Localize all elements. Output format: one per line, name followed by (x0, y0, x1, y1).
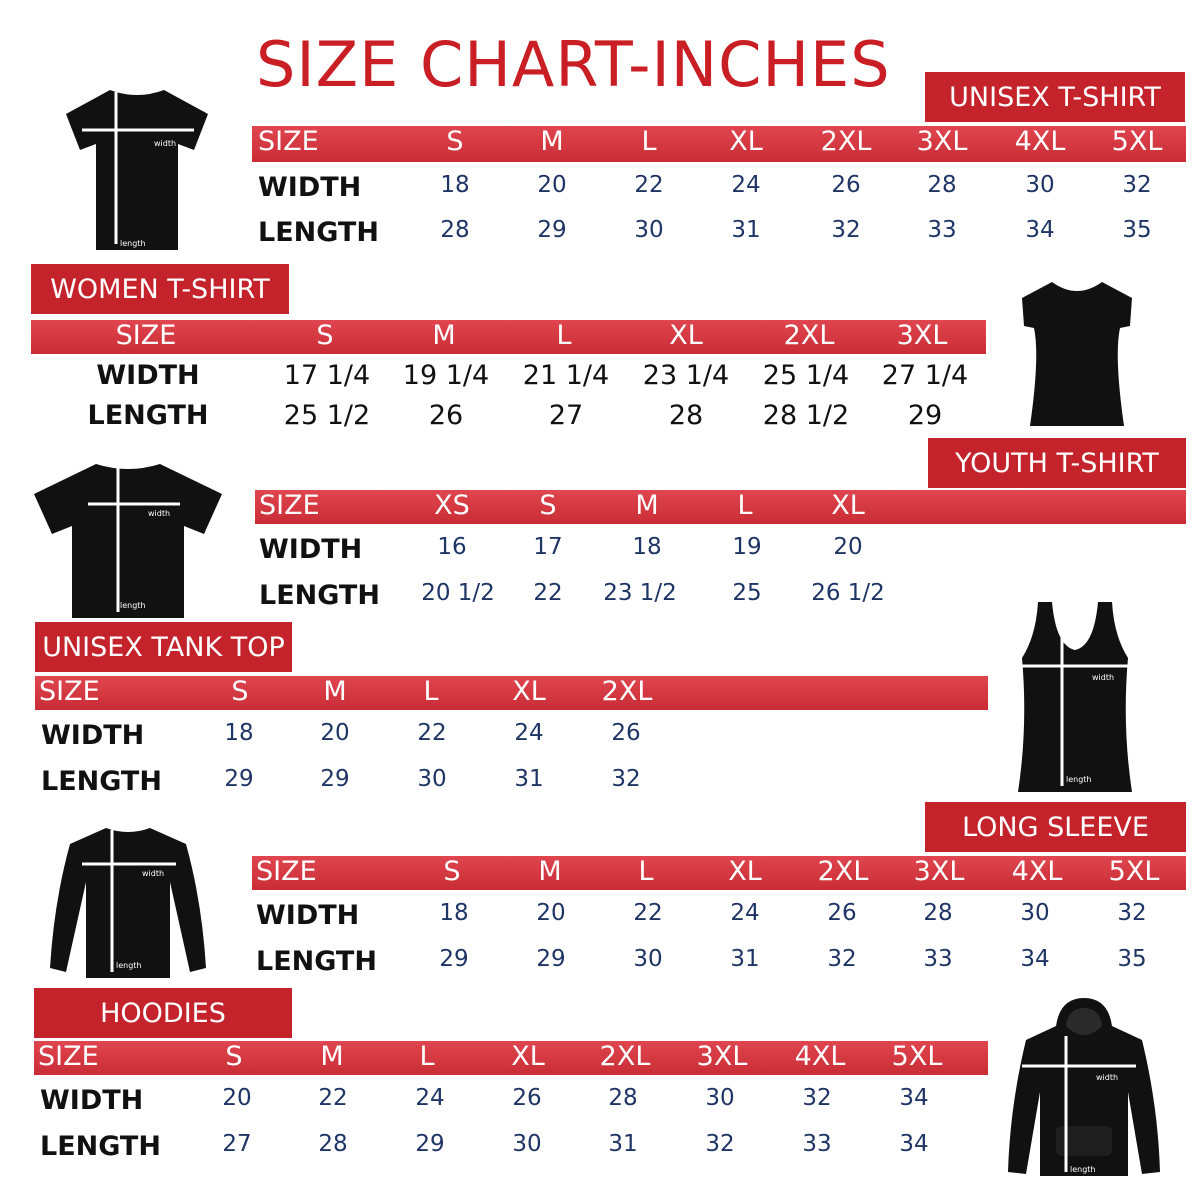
table-cell: 31 (608, 1131, 638, 1157)
table-cell: 32 (611, 766, 641, 792)
youth-tshirt-illustration (30, 460, 225, 620)
table-cell: 20 1/2 (421, 580, 495, 606)
row-label: WIDTH (259, 534, 363, 565)
header-cell: XL (831, 490, 865, 521)
header-cell: XS (434, 490, 470, 521)
table-cell: 18 (439, 900, 469, 926)
table-cell: 28 (923, 900, 953, 926)
length-caption: length (116, 961, 142, 970)
table-cell: 31 (514, 766, 544, 792)
women-tshirt-illustration (1016, 276, 1138, 431)
table-cell: 33 (923, 946, 953, 972)
hoodies-length-row (34, 1131, 988, 1163)
table-cell: 32 (827, 946, 857, 972)
table-cell: 29 (439, 946, 469, 972)
table-cell: 22 (634, 172, 664, 198)
long-sleeve-body-icon (50, 828, 206, 978)
hoodies-width-row (34, 1085, 988, 1117)
table-cell: 25 1/2 (283, 400, 371, 431)
unisex-tshirt-length-row (252, 217, 1186, 249)
youth-tshirt-label: YOUTH T-SHIRT (928, 438, 1186, 488)
table-cell: 26 (512, 1085, 542, 1111)
header-cell: L (638, 856, 654, 887)
header-cell: 5XL (891, 1041, 943, 1072)
table-cell: 26 (428, 400, 464, 431)
unisex-tshirt-label: UNISEX T-SHIRT (925, 72, 1185, 122)
unisex-tank-top-label: UNISEX TANK TOP (35, 622, 292, 672)
header-cell: XL (729, 126, 763, 157)
header-cell: L (737, 490, 753, 521)
table-cell: 30 (634, 217, 664, 243)
table-cell: 32 (1117, 900, 1147, 926)
header-cell: M (432, 320, 456, 351)
table-cell: 31 (731, 217, 761, 243)
header-cell: L (423, 676, 439, 707)
length-caption: length (120, 601, 146, 610)
long-sleeve-label: LONG SLEEVE (925, 802, 1186, 852)
table-cell: 18 (224, 720, 254, 746)
width-caption: width (154, 139, 177, 148)
table-cell: 17 (533, 534, 563, 560)
header-cell: L (556, 320, 572, 351)
table-cell: 29 (415, 1131, 445, 1157)
table-cell: 32 (802, 1085, 832, 1111)
table-cell: 24 (731, 172, 761, 198)
tshirt-body-icon (66, 90, 208, 250)
table-cell: 32 (705, 1131, 735, 1157)
table-cell: 22 (633, 900, 663, 926)
table-cell: 22 (318, 1085, 348, 1111)
header-cell: L (419, 1041, 435, 1072)
table-cell: 22 (533, 580, 563, 606)
table-cell: 28 (318, 1131, 348, 1157)
header-cell: SIZE (38, 1041, 99, 1072)
long-sleeve-header-row (252, 856, 1186, 890)
table-cell: 28 (440, 217, 470, 243)
header-cell: S (231, 676, 249, 707)
length-caption: length (1066, 775, 1092, 784)
table-cell: 26 (827, 900, 857, 926)
table-cell: 23 1/2 (603, 580, 677, 606)
width-caption: width (142, 869, 165, 878)
table-cell: 26 1/2 (811, 580, 885, 606)
table-cell: 20 (320, 720, 350, 746)
table-cell: 17 1/4 (283, 360, 371, 391)
row-label: WIDTH (256, 900, 360, 931)
header-cell: XL (728, 856, 762, 887)
header-cell: 3XL (896, 320, 948, 351)
header-cell: SIZE (39, 676, 100, 707)
table-cell: 32 (1122, 172, 1152, 198)
row-label: WIDTH (258, 172, 362, 203)
long-sleeve-length-row (252, 946, 1186, 978)
length-caption: length (120, 239, 146, 248)
table-cell: 30 (1025, 172, 1055, 198)
header-cell: S (443, 856, 461, 887)
unisex-tank-top-width-row (35, 720, 988, 752)
row-label: LENGTH (87, 400, 209, 431)
table-cell: 35 (1117, 946, 1147, 972)
header-cell: 2XL (783, 320, 835, 351)
table-cell: 18 (440, 172, 470, 198)
table-cell: 34 (1025, 217, 1055, 243)
table-cell: 28 (668, 400, 704, 431)
header-cell: M (635, 490, 659, 521)
youth-tshirt-header-row (255, 490, 1186, 524)
table-cell: 18 (632, 534, 662, 560)
row-label: LENGTH (256, 946, 377, 977)
row-label: LENGTH (259, 580, 380, 611)
table-cell: 28 (927, 172, 957, 198)
table-cell: 34 (899, 1085, 929, 1111)
table-cell: 20 (833, 534, 863, 560)
table-cell: 29 (537, 217, 567, 243)
table-cell: 29 (224, 766, 254, 792)
header-cell: 2XL (601, 676, 653, 707)
unisex-tshirt-width-row (252, 172, 1186, 204)
women-tshirt-label: WOMEN T-SHIRT (31, 264, 289, 314)
table-cell: 24 (415, 1085, 445, 1111)
header-cell: M (540, 126, 564, 157)
header-cell: XL (669, 320, 703, 351)
header-cell: XL (512, 676, 546, 707)
row-label: LENGTH (258, 217, 379, 248)
header-cell: 2XL (599, 1041, 651, 1072)
header-cell: M (538, 856, 562, 887)
hoodies-label: HOODIES (34, 988, 292, 1038)
table-cell: 28 (608, 1085, 638, 1111)
table-cell: 20 (536, 900, 566, 926)
header-cell: XL (511, 1041, 545, 1072)
table-cell: 32 (831, 217, 861, 243)
row-label: WIDTH (96, 360, 200, 391)
header-cell: 3XL (916, 126, 968, 157)
unisex-tshirt-illustration (62, 84, 212, 254)
unisex-tank-top-length-row (35, 766, 988, 798)
table-cell: 20 (222, 1085, 252, 1111)
table-cell: 20 (537, 172, 567, 198)
header-cell: 2XL (820, 126, 872, 157)
table-cell: 30 (417, 766, 447, 792)
table-cell: 35 (1122, 217, 1152, 243)
table-cell: 23 1/4 (642, 360, 730, 391)
table-cell: 26 (831, 172, 861, 198)
header-cell: M (320, 1041, 344, 1072)
header-cell: 3XL (913, 856, 965, 887)
table-cell: 29 (907, 400, 943, 431)
long-sleeve-width-row (252, 900, 1186, 932)
width-caption: width (148, 509, 171, 518)
table-cell: 30 (705, 1085, 735, 1111)
header-cell: S (316, 320, 334, 351)
youth-tshirt-width-row (255, 534, 1186, 566)
header-cell: SIZE (115, 320, 177, 351)
width-caption: width (1096, 1073, 1119, 1082)
table-cell: 34 (1020, 946, 1050, 972)
table-cell: 22 (417, 720, 447, 746)
header-cell: S (539, 490, 557, 521)
header-cell: 3XL (696, 1041, 748, 1072)
header-cell: S (446, 126, 464, 157)
long-sleeve-illustration (48, 822, 208, 982)
table-cell: 28 1/2 (762, 400, 850, 431)
header-cell: L (641, 126, 657, 157)
table-cell: 16 (437, 534, 467, 560)
table-cell: 33 (927, 217, 957, 243)
table-cell: 31 (730, 946, 760, 972)
table-cell: 26 (611, 720, 641, 746)
length-caption: length (1070, 1165, 1096, 1174)
header-cell: SIZE (256, 856, 317, 887)
unisex-tank-top-header-row (35, 676, 988, 710)
header-cell: 4XL (1014, 126, 1066, 157)
table-cell: 19 1/4 (402, 360, 490, 391)
table-cell: 30 (512, 1131, 542, 1157)
table-cell: 33 (802, 1131, 832, 1157)
women-tshirt-width-row (31, 360, 986, 394)
women-tshirt-header-row (31, 320, 986, 354)
header-cell: 4XL (794, 1041, 846, 1072)
tank-top-body-icon (1018, 602, 1132, 792)
header-cell: SIZE (258, 126, 319, 157)
table-cell: 25 (732, 580, 762, 606)
row-label: WIDTH (41, 720, 145, 751)
header-cell: SIZE (259, 490, 320, 521)
row-label: LENGTH (40, 1131, 161, 1162)
table-cell: 21 1/4 (522, 360, 610, 391)
header-cell: S (225, 1041, 243, 1072)
table-cell: 30 (1020, 900, 1050, 926)
table-cell: 27 (548, 400, 584, 431)
row-label: WIDTH (40, 1085, 144, 1116)
hoodie-illustration (1004, 996, 1164, 1180)
table-cell: 34 (899, 1131, 929, 1157)
table-cell: 27 1/4 (881, 360, 969, 391)
page-title: SIZE CHART-INCHES (256, 28, 891, 101)
table-cell: 24 (730, 900, 760, 926)
hoodies-header-row (34, 1041, 988, 1075)
table-cell: 19 (732, 534, 762, 560)
header-cell: 2XL (817, 856, 869, 887)
header-cell: M (323, 676, 347, 707)
table-cell: 24 (514, 720, 544, 746)
width-caption: width (1092, 673, 1115, 682)
table-cell: 29 (536, 946, 566, 972)
header-cell: 4XL (1011, 856, 1063, 887)
row-label: LENGTH (41, 766, 162, 797)
header-cell: 5XL (1111, 126, 1163, 157)
table-cell: 27 (222, 1131, 252, 1157)
tank-top-illustration (1010, 596, 1140, 796)
table-cell: 29 (320, 766, 350, 792)
youth-tshirt-body-icon (34, 464, 222, 618)
women-tshirt-body-icon (1022, 282, 1132, 426)
unisex-tshirt-header-row (252, 126, 1186, 162)
table-cell: 25 1/4 (762, 360, 850, 391)
hoodie-pocket-icon (1056, 1126, 1112, 1156)
table-cell: 30 (633, 946, 663, 972)
women-tshirt-length-row (31, 400, 986, 434)
header-cell: 5XL (1108, 856, 1160, 887)
